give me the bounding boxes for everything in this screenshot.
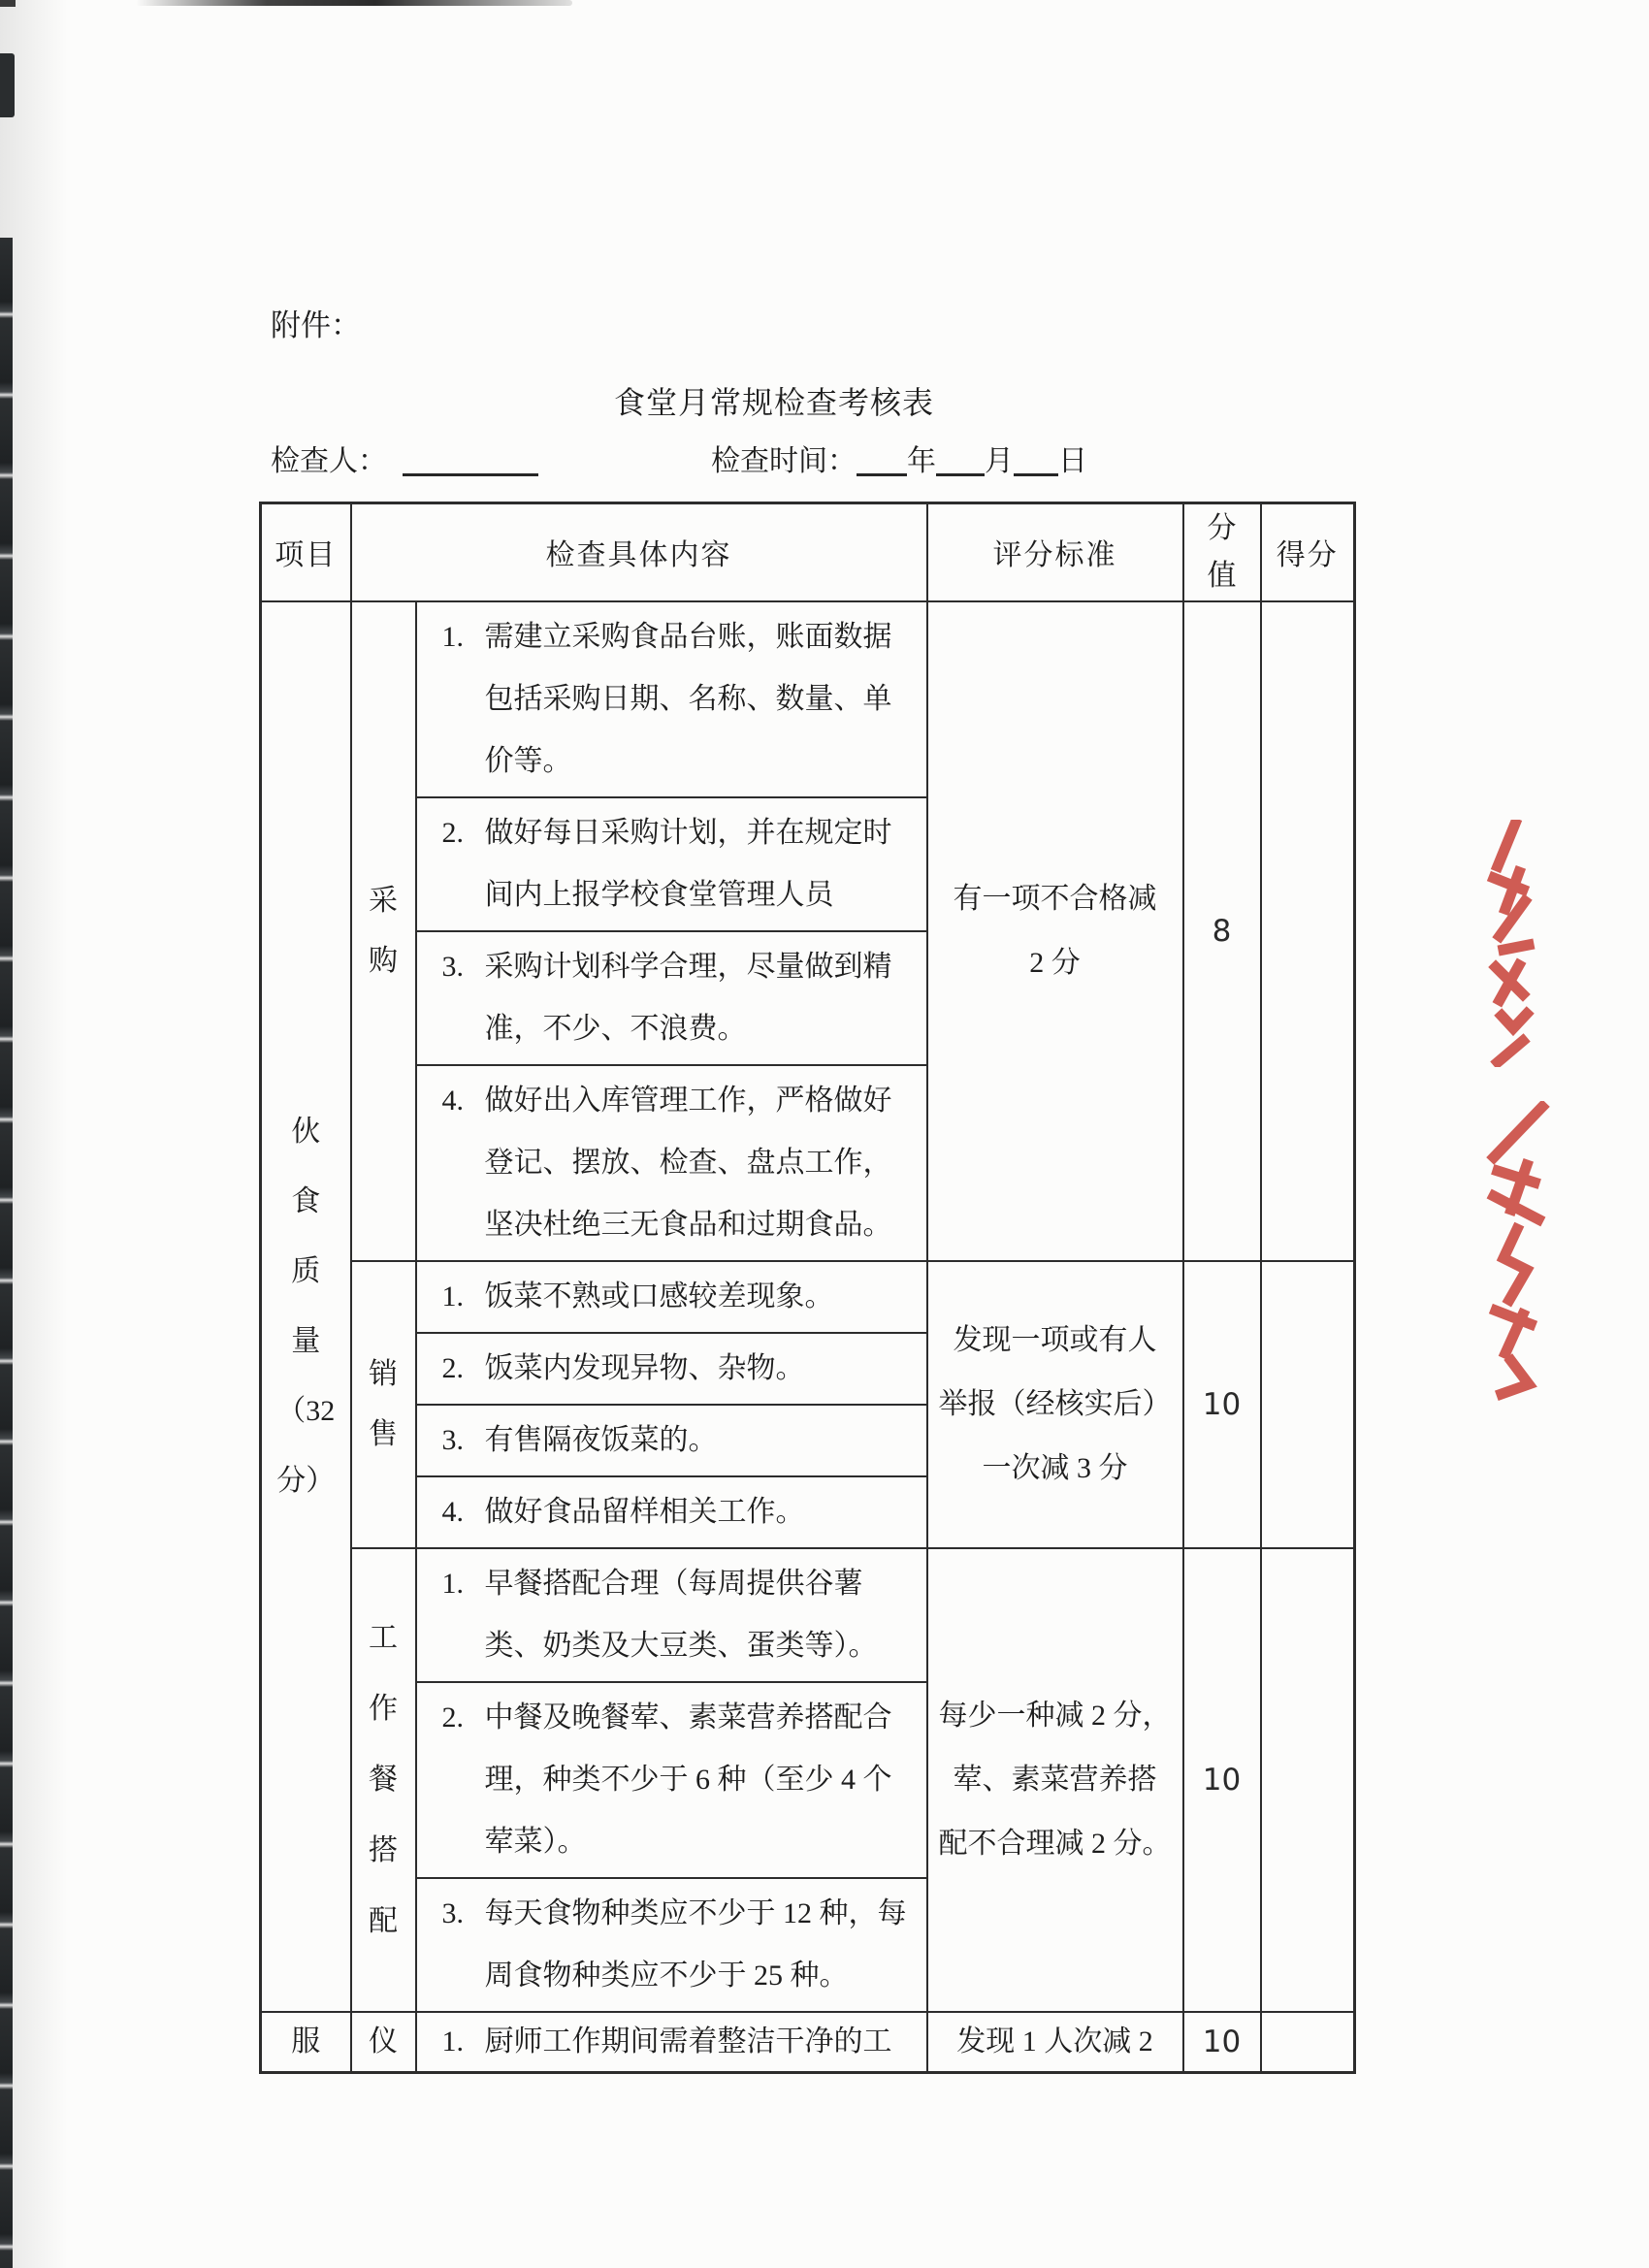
check-time-line xyxy=(711,437,1087,479)
criteria-cell-appearance: 发现 1 人次减 2 xyxy=(927,2012,1183,2073)
points-cell-procurement: 8 xyxy=(1183,601,1261,1261)
item-cell: 2. 饭菜内发现异物、杂物。 xyxy=(416,1333,927,1405)
category-cell-food-quality: 伙 食 质 量 （32 分） xyxy=(261,601,351,2012)
year-label: 年 xyxy=(907,445,936,477)
header-item: 项目 xyxy=(261,503,351,601)
criteria-cell-sales: 发现一项或有人 举报（经核实后） 一次减 3 分 xyxy=(927,1261,1183,1548)
inspector-label: 检查人： xyxy=(271,445,387,477)
item-cell: 3. 每天食物种类应不少于 12 种，每周食物种类应不少于 25 种。 xyxy=(416,1878,927,2012)
section-cell-appearance: 仪 xyxy=(351,2012,416,2073)
header-criteria: 评分标准 xyxy=(927,503,1183,601)
month-label: 月 xyxy=(985,445,1014,477)
table-row xyxy=(261,1261,1355,1333)
item-cell: 1. 饭菜不熟或口感较差现象。 xyxy=(416,1261,927,1333)
item-cell: 4. 做好食品留样相关工作。 xyxy=(416,1476,927,1548)
check-time-label: 检查时间： xyxy=(711,445,857,477)
section-cell-procurement: 采 购 xyxy=(351,601,416,1261)
item-cell: 1. 需建立采购食品台账，账面数据包括采购日期、名称、数量、单价等。 xyxy=(416,601,927,797)
item-cell: 4. 做好出入库管理工作，严格做好登记、摆放、检查、盘点工作，坚决杜绝三无食品和过期食品。 xyxy=(416,1065,927,1261)
month-blank-field xyxy=(936,446,985,476)
item-cell: 3. 采购计划科学合理，尽量做到精准，不少、不浪费。 xyxy=(416,931,927,1065)
year-blank-field xyxy=(857,446,907,476)
points-cell-sales: 10 xyxy=(1183,1261,1261,1548)
item-cell: 1. 厨师工作期间需着整洁干净的工 xyxy=(416,2012,927,2073)
red-stamp-fragment-bottom xyxy=(1482,1101,1618,1402)
scan-artifact-edge-strip-short xyxy=(0,53,15,117)
header-score: 得分 xyxy=(1261,503,1355,601)
score-cell-meal-pairing xyxy=(1261,1548,1355,2012)
day-label: 日 xyxy=(1058,445,1087,477)
criteria-cell-meal-pairing: 每少一种减 2 分， 荤、素菜营养搭 配不合理减 2 分。 xyxy=(927,1548,1183,2012)
red-stamp-fragment-top xyxy=(1482,820,1608,1067)
attachment-label: 附件： xyxy=(271,308,361,342)
item-cell: 3. 有售隔夜饭菜的。 xyxy=(416,1405,927,1476)
section-cell-meal-pairing: 工 作 餐 搭 配 xyxy=(351,1548,416,2012)
item-cell: 2. 中餐及晚餐荤、素菜营养搭配合理，种类不少于 6 种（至少 4 个荤菜）。 xyxy=(416,1682,927,1878)
score-cell-sales xyxy=(1261,1261,1355,1548)
inspector-blank-field xyxy=(403,446,538,476)
item-cell: 2. 做好每日采购计划，并在规定时间内上报学校食堂管理人员 xyxy=(416,797,927,931)
day-blank-field xyxy=(1014,446,1058,476)
criteria-cell-procurement: 有一项不合格减 2 分 xyxy=(927,601,1183,1261)
table-row xyxy=(261,2012,1355,2073)
scan-artifact-corner xyxy=(0,0,16,7)
category-cell-service: 服 xyxy=(261,2012,351,2073)
table-row xyxy=(261,1548,1355,1682)
score-cell-appearance xyxy=(1261,2012,1355,2073)
item-cell: 1. 早餐搭配合理（每周提供谷薯类、奶类及大豆类、蛋类等）。 xyxy=(416,1548,927,1682)
scan-artifact-edge-strip-long xyxy=(0,238,13,2268)
points-cell-meal-pairing: 10 xyxy=(1183,1548,1261,2012)
assessment-table xyxy=(259,502,1356,2074)
header-content: 检查具体内容 xyxy=(351,503,927,601)
page-title: 食堂月常规检查考核表 xyxy=(613,385,934,420)
points-cell-appearance: 10 xyxy=(1183,2012,1261,2073)
scan-artifact-top-smudge xyxy=(136,0,572,6)
table-header-row xyxy=(261,503,1355,601)
score-cell-procurement xyxy=(1261,601,1355,1261)
table-row xyxy=(261,601,1355,797)
section-cell-sales: 销 售 xyxy=(351,1261,416,1548)
inspector-line xyxy=(271,437,538,479)
header-points: 分 值 xyxy=(1183,503,1261,601)
